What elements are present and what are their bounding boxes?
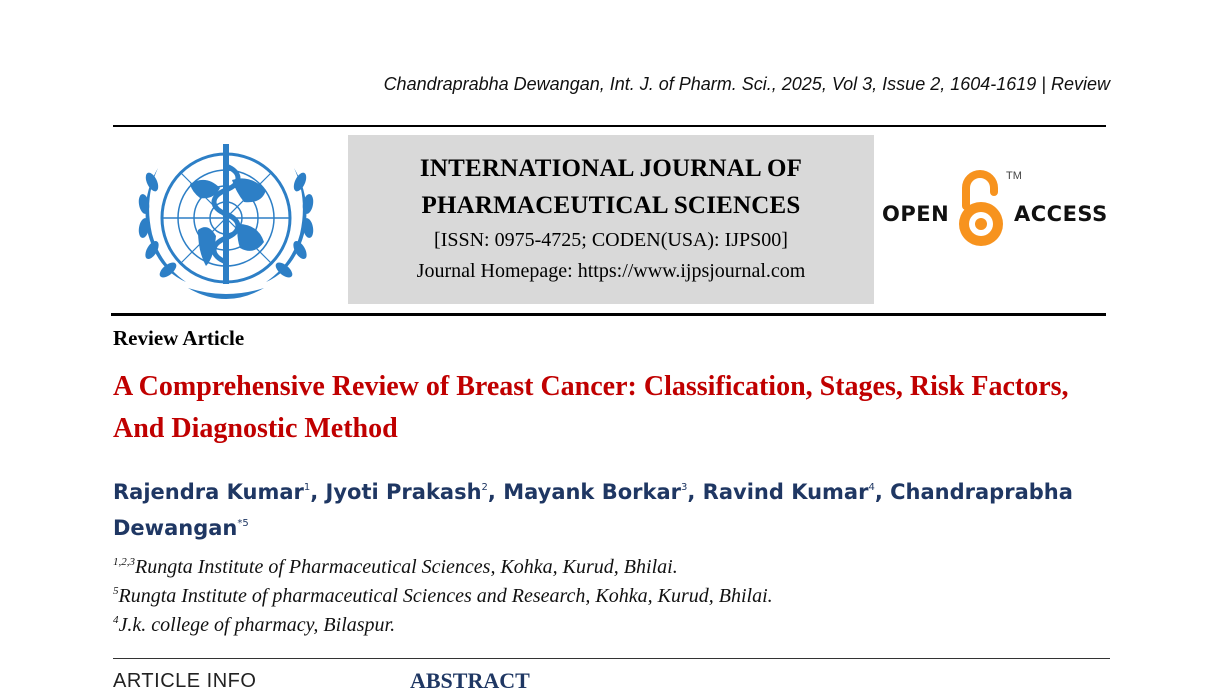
author-name: Jyoti Prakash	[325, 480, 482, 504]
journal-homepage: Journal Homepage: https://www.ijpsjournal.com	[416, 260, 806, 282]
header-top-rule	[113, 125, 1106, 127]
open-access-open-text: OPEN	[882, 202, 950, 226]
open-access-logo	[880, 168, 1108, 252]
open-access-lock-icon	[954, 168, 1008, 250]
header-bottom-rule	[111, 313, 1106, 316]
open-access-access-text: ACCESS	[1014, 202, 1108, 226]
journal-issn: [ISSN: 0975-4725; CODEN(USA): IJPS00]	[434, 229, 788, 251]
affiliation	[113, 614, 395, 637]
author-affiliation-number: 3	[681, 482, 688, 493]
author-separator: ,	[487, 480, 504, 504]
affiliation-text: Rungta Institute of pharmaceutical Sciences and Research, Kohka, Kurud, Bhilai.	[118, 585, 773, 607]
author-list	[113, 472, 1123, 544]
affiliation	[113, 585, 773, 608]
article-type: Review Article	[113, 326, 245, 350]
affiliation-text: Rungta Institute of Pharmaceutical Sciences, Kohka, Kurud, Bhilai.	[135, 556, 678, 578]
author-name: Rajendra Kumar	[113, 480, 304, 504]
journal-title-line1: INTERNATIONAL JOURNAL OF	[419, 155, 803, 182]
trademark-text: TM	[1006, 170, 1022, 182]
author-affiliation-number: 2	[481, 482, 488, 493]
author-name: Chandraprabha Dewangan	[113, 480, 1073, 540]
article-title: A Comprehensive Review of Breast Cancer: Classification, Stages, Risk Factors, And Diagnostic Method	[113, 371, 1069, 444]
affiliation-number: 5	[113, 585, 119, 597]
abstract-heading: ABSTRACT	[410, 668, 530, 693]
un-who-emblem-icon	[128, 138, 324, 306]
author-separator: ,	[874, 480, 891, 504]
article-info-rule	[113, 658, 1110, 659]
author-separator: ,	[310, 480, 326, 504]
author-name: Mayank Borkar	[503, 480, 681, 504]
affiliation	[113, 556, 678, 579]
running-head: Chandraprabha Dewangan, Int. J. of Pharm. Sci., 2025, Vol 3, Issue 2, 1604-1619 | Review	[383, 74, 1110, 94]
affiliation-number: 1,2,3	[113, 556, 135, 568]
affiliation-number: 4	[113, 614, 119, 626]
author-affiliation-number: 4	[868, 482, 875, 493]
author-separator: ,	[687, 480, 703, 504]
article-info-heading: ARTICLE INFO	[113, 670, 257, 692]
affiliation-text: J.k. college of pharmacy, Bilaspur.	[118, 614, 396, 636]
journal-banner	[348, 135, 874, 304]
author-affiliation-number: *5	[237, 518, 249, 529]
author-name: Ravind Kumar	[702, 480, 869, 504]
author-affiliation-number: 1	[303, 482, 311, 493]
journal-title-line2: PHARMACEUTICAL SCIENCES	[421, 192, 801, 219]
